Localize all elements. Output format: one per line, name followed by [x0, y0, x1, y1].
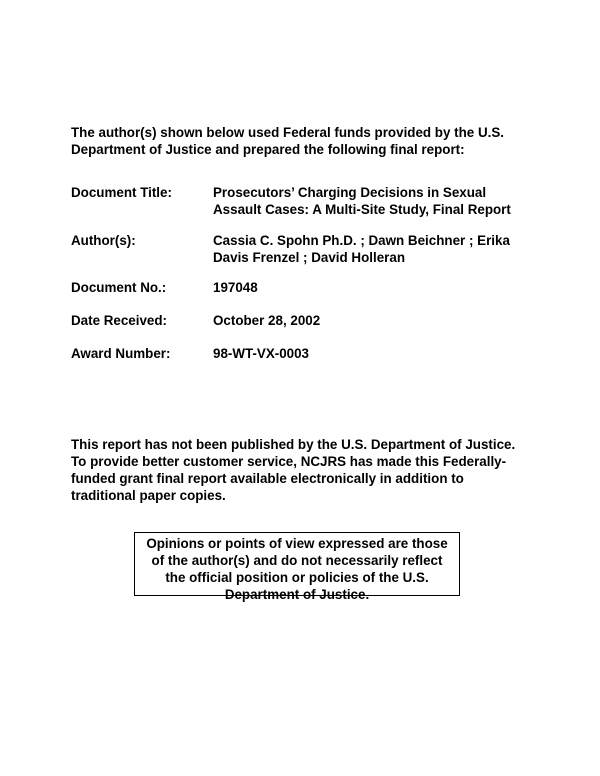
disclaimer-line: Department of Justice. — [224, 587, 370, 602]
disclaimer-line: of the author(s) and do not necessarily reflect — [151, 553, 443, 568]
intro-line: The author(s) shown below used Federal funds provided by the U.S. — [71, 125, 505, 140]
notice-line: traditional paper copies. — [71, 488, 226, 503]
authors-line: Cassia C. Spohn Ph.D. ; Dawn Beichner ; Erika — [213, 233, 510, 248]
intro-line: Department of Justice and prepared the following final report: — [71, 142, 465, 157]
award-number-label: Award Number: — [71, 346, 171, 361]
disclaimer-line: Opinions or points of view expressed are those — [146, 536, 448, 551]
notice-line: funded grant final report available electronically in addition to — [71, 471, 464, 486]
disclaimer-line: the official position or policies of the U.S. — [165, 570, 429, 585]
document-title-value — [213, 184, 533, 218]
date-received-value: October 28, 2002 — [213, 313, 321, 328]
authors-label: Author(s): — [71, 233, 136, 248]
disclaimer-box — [134, 532, 460, 602]
intro-paragraph — [71, 124, 541, 158]
document-title-line: Prosecutors’ Charging Decisions in Sexual — [213, 185, 487, 200]
document-title-line: Assault Cases: A Multi-Site Study, Final Report — [213, 202, 511, 217]
document-number-label: Document No.: — [71, 280, 167, 295]
publication-notice — [71, 436, 541, 504]
notice-line: This report has not been published by the U.S. Department of Justice. — [71, 437, 516, 452]
award-number-value: 98-WT-VX-0003 — [213, 346, 310, 361]
date-received-label: Date Received: — [71, 313, 168, 328]
authors-line: Davis Frenzel ; David Holleran — [213, 250, 405, 265]
document-title-label: Document Title: — [71, 185, 172, 200]
notice-line: To provide better customer service, NCJRS has made this Federally- — [71, 454, 507, 469]
authors-value — [213, 232, 533, 266]
document-number-value: 197048 — [213, 280, 258, 295]
